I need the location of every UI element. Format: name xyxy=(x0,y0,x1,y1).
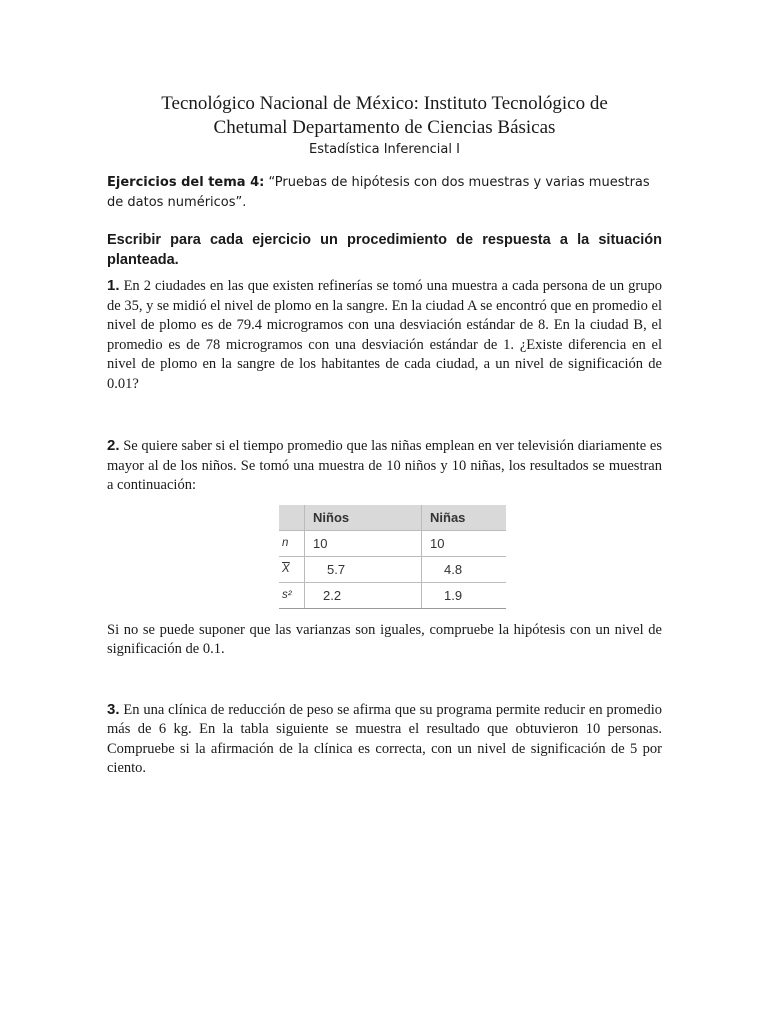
topic-text: “Pruebas de hipótesis con dos muestras y varias muestras de datos numéricos”. xyxy=(107,175,650,210)
topic-label: Ejercicios del tema 4: xyxy=(107,175,265,190)
topic-line xyxy=(107,173,662,213)
title-line-1: Tecnológico Nacional de México: Instituto Tecnológico de xyxy=(161,93,608,114)
row-label: $\overline{X}$ xyxy=(279,556,305,582)
table-header-cell: Niños xyxy=(305,505,422,531)
table-cell: 2.2 xyxy=(305,582,422,608)
instruction-text: Escribir para cada ejercicio un procedimiento de respuesta a la situación planteada. xyxy=(107,232,662,268)
exercise-2-number: 2. xyxy=(107,437,120,454)
table-cell: 5.7 xyxy=(305,556,422,582)
table-row xyxy=(279,582,506,608)
stats-table-wrapper xyxy=(107,505,662,609)
row-label: n xyxy=(279,530,305,556)
course-name: Estadística Inferencial I xyxy=(309,142,460,157)
exercise-1-text: En 2 ciudades en las que existen refinerías se tomó una muestra a cada persona de un grupo de 35, y se midió el nivel de plomo en la sangre. En la ciudad A se encontró que en promedio el nivel de plomo es de 79.4 microgramos con una desviación estándar de 8. En la ciudad B, el promedio es de 78 microgramos con una desviación estándar de 1. ¿Existe diferencia en el nivel de plomo en la sangre de los habitantes de cada ciudad, a un nivel de significación de 0.01? xyxy=(107,278,662,392)
exercise-1 xyxy=(107,276,662,394)
table-row xyxy=(279,556,506,582)
stats-table xyxy=(279,505,506,609)
table-header-row xyxy=(279,505,506,531)
exercise-3 xyxy=(107,700,662,779)
table-header-cell xyxy=(279,505,305,531)
page-title xyxy=(107,92,662,140)
title-line-2: Chetumal Departamento de Ciencias Básicas xyxy=(213,117,556,138)
exercise-3-number: 3. xyxy=(107,700,120,718)
exercise-2 xyxy=(107,436,662,496)
exercise-3-text: En una clínica de reducción de peso se afirma que su programa permite reducir en promedio más de 6 kg. En la tabla siguiente se muestra el resultado que obtuvieron 10 personas. Compruebe si la afirmación de la clínica es correcta, con un nivel de significación de 5 por ciento. xyxy=(107,701,662,776)
exercise-2-text: Se quiere saber si el tiempo promedio que las niñas emplean en ver televisión diariamente es mayor al de los niños. Se tomó una muestra de 10 niños y 10 niñas, los resultados se muestran a continuación: xyxy=(107,438,662,493)
table-cell: 1.9 xyxy=(422,582,507,608)
table-cell: 4.8 xyxy=(422,556,507,582)
exercise-2-followup: Si no se puede suponer que las varianzas son iguales, compruebe la hipótesis con un nivel de significación de 0.1. xyxy=(107,621,662,657)
table-cell: 10 xyxy=(422,530,507,556)
row-label: s² xyxy=(279,582,305,608)
table-row xyxy=(279,530,506,556)
table-cell: 10 xyxy=(305,530,422,556)
exercise-1-number: 1. xyxy=(107,277,120,294)
table-header-cell: Niñas xyxy=(422,505,507,531)
